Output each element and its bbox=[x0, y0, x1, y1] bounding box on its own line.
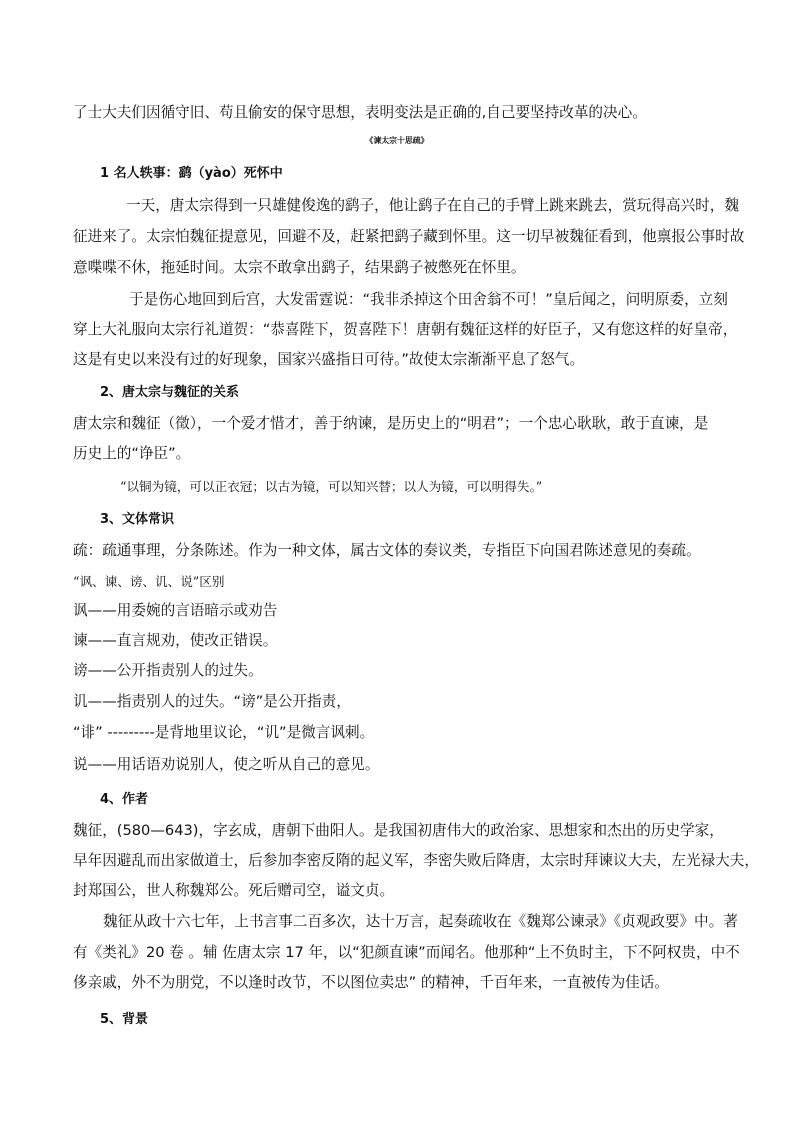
section-4-p2-line-1: 魏征从政十六七年，上书言事二百多次，达十万言，起奏疏收在《魏郑公谏录》《贞观政要》中。著 bbox=[103, 913, 738, 930]
section-5-heading: 5、背景 bbox=[100, 1012, 149, 1027]
section-1-p2-line-1: 于是伤心地回到后宫，大发雷霆说：“我非杀掉这个田舍翁不可！”皇后闻之，问明原委，立刻 bbox=[129, 291, 728, 308]
section-3-p2: “讽、谏、谤、讥、说”区别 bbox=[73, 574, 225, 589]
section-4-p1-line-1: 魏征，(580—643)，字玄成，唐朝下曲阳人。是我国初唐伟大的政治家、思想家和杰出的历史学家， bbox=[73, 822, 724, 839]
section-1-p1-line-2: 征进来了。太宗怕魏征提意见，回避不及，赶紧把鹞子藏到怀里。这一切早被魏征看到，他禀报公事时故 bbox=[73, 228, 745, 245]
section-1-p2-line-3: 这是有史以来没有过的好现象，国家兴盛指日可待。”故使太宗渐渐平息了怒气。 bbox=[73, 351, 585, 368]
section-3-item-4: 讥——指责别人的过失。“谤”是公开指责， bbox=[73, 693, 351, 710]
section-4-p2-line-3: 侈亲戚，外不为朋党，不以逢时改节，不以图位卖忠” 的精神，千百年来，一直被传为佳话。 bbox=[73, 974, 669, 991]
section-3-item-6: 说——用话语劝说别人，使之听从自己的意见。 bbox=[73, 756, 380, 773]
section-3-item-2: 谏——直言规劝，使改正错误。 bbox=[73, 632, 278, 649]
section-1-p1-line-3: 意喋喋不休，拖延时间。太宗不敢拿出鹞子，结果鹞子被憋死在怀里。 bbox=[73, 259, 526, 276]
section-4-p1-line-2: 早年因避乱而出家做道士，后参加李密反隋的起义军，李密失败后降唐，太宗时拜谏议大夫，左光禄大夫， bbox=[73, 852, 759, 869]
section-1-p1-line-1: 一天，唐太宗得到一只雄健俊逸的鹞子，他让鹞子在自己的手臂上跳来跳去，赏玩得高兴时，魏 bbox=[126, 197, 739, 214]
section-1-heading: 1 名人轶事：鹞（yào）死怀中 bbox=[100, 166, 283, 181]
section-2-quote: “以铜为镜，可以正衣冠；以古为镜，可以知兴替；以人为镜，可以明得失。” bbox=[120, 479, 543, 494]
section-2-heading: 2、唐太宗与魏征的关系 bbox=[100, 385, 240, 400]
section-4-heading: 4、作者 bbox=[100, 792, 149, 807]
section-2-p1-line-1: 唐太宗和魏征（徵），一个爱才惜才，善于纳谏，是历史上的“明君”；一个忠心耿耿，敢于直谏，是 bbox=[73, 415, 709, 432]
section-3-heading: 3、文体常识 bbox=[100, 512, 175, 527]
intro-line: 了士大夫们因循守旧、苟且偷安的保守思想，表明变法是正确的,自己要坚持改革的决心。 bbox=[73, 104, 647, 121]
section-2-p1-line-2: 历史上的“诤臣”。 bbox=[73, 445, 191, 462]
section-3-p1: 疏：疏通事理，分条陈述。作为一种文体，属古文体的奏议类，专指臣下向国君陈述意见的奏疏。 bbox=[73, 542, 701, 559]
section-1-p2-line-2: 穿上大礼服向太宗行礼道贺：“恭喜陛下，贺喜陛下！唐朝有魏征这样的好臣子，又有您这样的好皇帝， bbox=[73, 321, 738, 338]
section-3-item-1: 讽——用委婉的言语暗示或劝告 bbox=[73, 602, 278, 619]
section-4-p2-line-2: 有《类礼》20 卷 。辅 佐唐太宗 17 年，以“犯颜直谏”而闻名。他那种“上不负时主，下不阿权贵，中不 bbox=[73, 944, 740, 961]
section-4-p1-line-3: 封郑国公，世人称魏郑公。死后赠司空，谥文贞。 bbox=[73, 882, 395, 899]
section-3-item-5: “诽” ---------是背地里议论，“讥”是微言讽刺。 bbox=[73, 724, 375, 741]
section-3-item-3: 谤——公开指责别人的过失。 bbox=[73, 662, 263, 679]
document-title: 《谏太宗十思疏》 bbox=[365, 136, 429, 145]
